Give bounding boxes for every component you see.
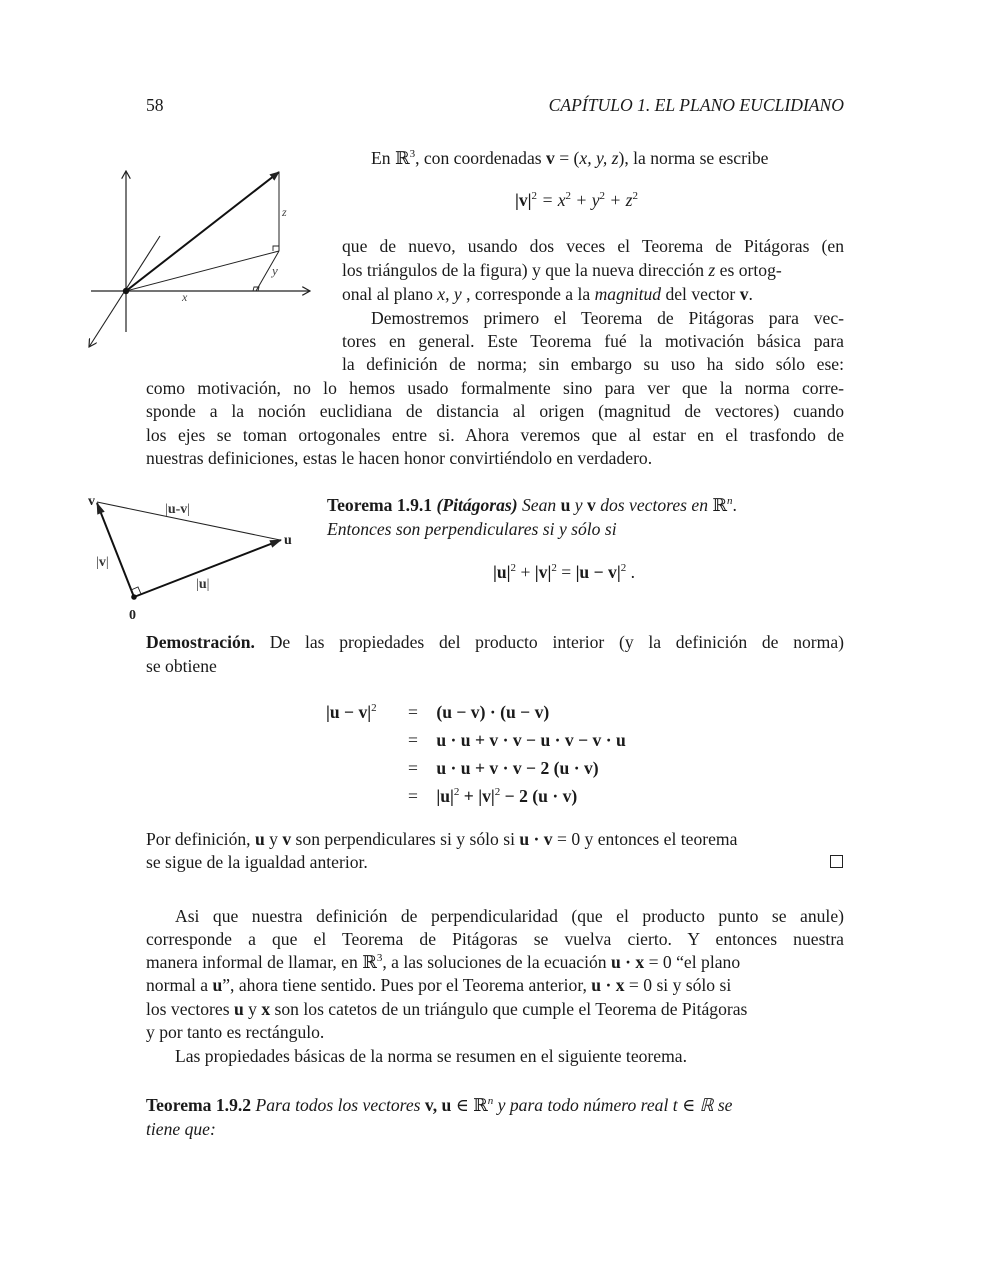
label-u: u xyxy=(284,533,292,548)
asi-line-1: Asi que nuestra definición de perpendicularidad (que el producto punto se anule) xyxy=(175,906,844,926)
intro-line-3: los triángulos de la figura) y que la nueva dirección z es ortog- xyxy=(342,260,782,280)
para-line-4: como motivación, no lo hemos usado formalmente sino para ver que la norma corre- xyxy=(146,378,844,398)
label-v: v xyxy=(88,494,95,509)
label-abs-u: |u| xyxy=(196,577,210,592)
intro-line-2: que de nuevo, usando dos veces el Teorema de Pitágoras (en xyxy=(342,236,844,256)
label-abs-u-minus-v: |u-v| xyxy=(165,502,191,517)
para-line-7: nuestras definiciones, estas le hacen honor convirtiéndolo en verdadero. xyxy=(146,448,653,468)
asi-line-6: y por tanto es rectángulo. xyxy=(146,1022,325,1042)
page-number: 58 xyxy=(146,95,164,115)
proof-line-2: se obtiene xyxy=(146,656,217,676)
proof-line-1: Demostración. De las propiedades del producto interior (y la definición de norma) xyxy=(146,632,844,652)
asi-line-4: normal a u”, ahora tiene sentido. Pues por el Teorema anterior, u · x = 0 si y sólo si xyxy=(146,975,732,995)
proof-label: Demostración. xyxy=(146,632,255,652)
label-z: z xyxy=(282,205,287,219)
label-x: x xyxy=(182,290,188,304)
intro-line-4: onal al plano x, y , corresponde a la magnitud del vector v. xyxy=(342,284,753,304)
theorem-name: (Pitágoras) xyxy=(436,495,518,515)
running-title: CAPÍTULO 1. EL PLANO EUCLIDIANO xyxy=(548,95,844,115)
aligned-equations xyxy=(310,698,710,813)
norm-equation-r3: $|v|^2 = x^2 + y^2 + z^2$ xyxy=(515,190,639,210)
theorem-1-9-2-line2: tiene que: xyxy=(146,1119,216,1139)
intro-line-1: En ℝ$^3$, con coordenadas v = (x, y, z), la norma se escribe xyxy=(371,148,769,168)
theorem-label: Teorema 1.9.2 xyxy=(146,1095,252,1115)
asi-line-2: corresponde a que el Teorema de Pitágoras se vuelva cierto. Y entonces nuestra xyxy=(146,929,844,949)
theorem-1-9-1-line2: Entonces son perpendiculares si y sólo si xyxy=(327,519,617,539)
figure-pythagoras-triangle xyxy=(80,488,310,623)
asi-line-3: manera informal de llamar, en ℝ$^3$, a las soluciones de la ecuación u · x = 0 “el plano xyxy=(146,952,741,972)
theorem-1-9-2-statement: Teorema 1.9.2 Para todos los vectores v, u ∈ ℝ$^n$ y para todo número real t ∈ ℝ se xyxy=(146,1095,733,1115)
pythagoras-equation: $|u|^2 + |v|^2 = |u - v|^2$ . xyxy=(493,562,636,582)
label-origin: 0 xyxy=(129,608,136,623)
para-line-2: tores en general. Este Teorema fué la motivación básica para xyxy=(342,331,844,351)
label-abs-v: |v| xyxy=(96,555,109,570)
para-line-6: los ejes se toman ortogonales entre si. Ahora veremos que al estar en el trasfondo de xyxy=(146,425,844,445)
theorem-label: Teorema 1.9.1 xyxy=(327,495,433,515)
theorem-1-9-1-statement: Teorema 1.9.1 (Pitágoras) Sean u y v dos vectores en ℝ$^n$. xyxy=(327,495,737,515)
para-line-3: la definición de norma; sin embargo su uso ha sido sólo ese: xyxy=(342,354,844,374)
label-y: y xyxy=(272,263,278,278)
asi-line-7: Las propiedades básicas de la norma se resumen en el siguiente teorema. xyxy=(175,1046,687,1066)
eq-row-3: = u · u + v · v − 2 (u · v) xyxy=(408,758,599,778)
proof-conclusion-line-2: se sigue de la igualdad anterior. xyxy=(146,852,368,872)
eq-row-2: = u · u + v · v − u · v − v · u xyxy=(408,730,626,750)
eq-row-1: = (u − v) · (u − v) xyxy=(408,702,550,722)
eq-lhs: $|u - v|^2$ xyxy=(326,702,377,722)
qed-symbol xyxy=(830,855,843,868)
asi-line-5: los vectores u y x son los catetos de un triángulo que cumple el Teorema de Pitágoras xyxy=(146,999,748,1019)
para-line-5: sponde a la noción euclidiana de distancia al origen (magnitud de vectores) cuando xyxy=(146,401,844,421)
figure-3d-vector xyxy=(80,160,320,355)
proof-conclusion-line-1: Por definición, u y v son perpendiculares si y sólo si u · v = 0 y entonces el teorema xyxy=(146,829,738,849)
para-line-1: Demostremos primero el Teorema de Pitágoras para vec- xyxy=(371,308,844,328)
eq-row-4: = $|u|^2 + |v|^2 - 2$ (u · v) xyxy=(408,786,578,806)
